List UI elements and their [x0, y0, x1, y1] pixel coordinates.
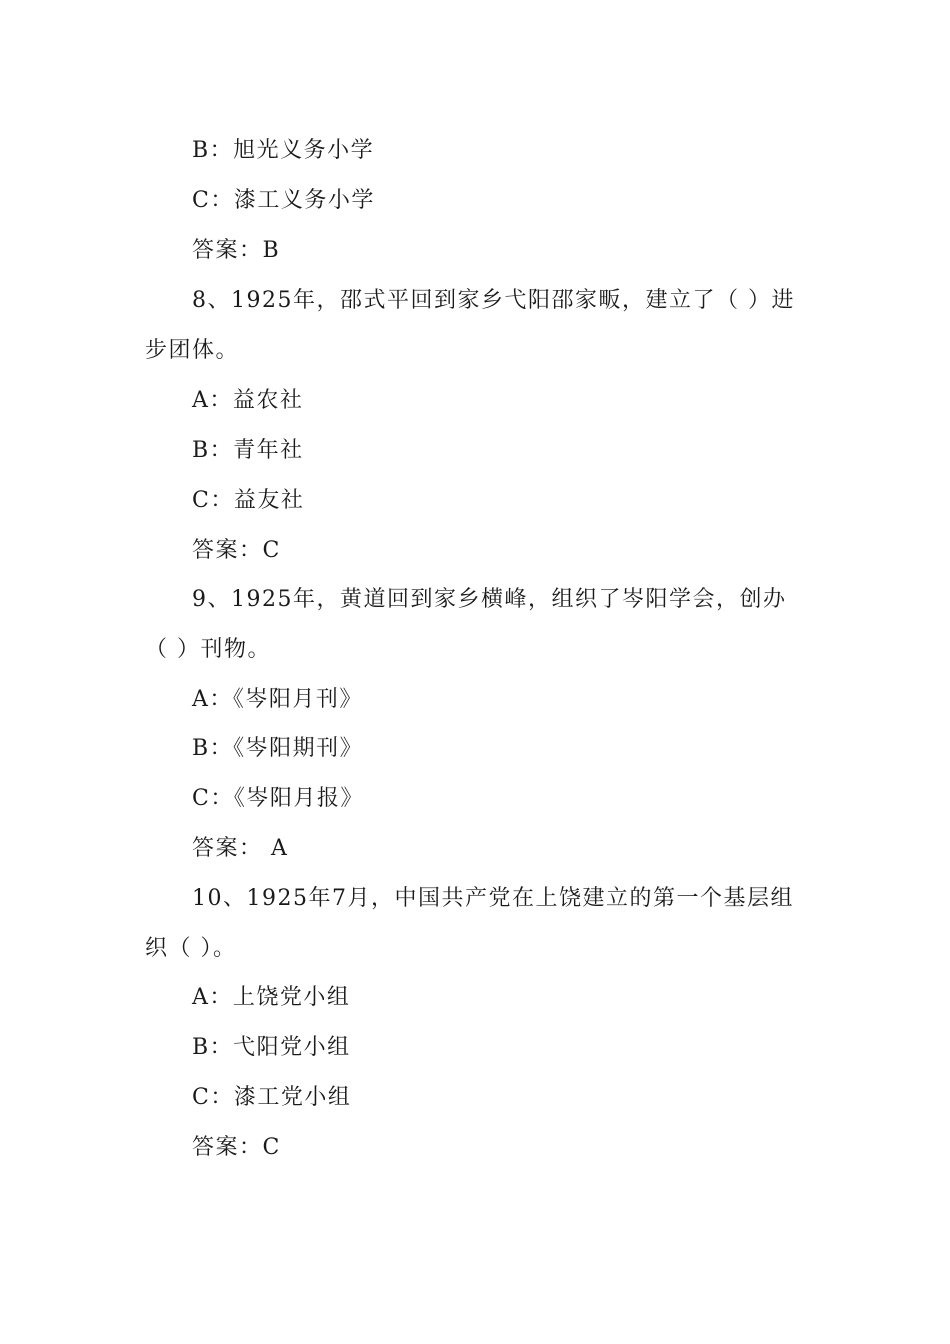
answer-q9: 答案： A: [192, 836, 289, 861]
question-8-line-1: 8、1925年，邵式平回到家乡弋阳邵家畈，建立了（ ）进: [192, 288, 795, 313]
option-c-q9: C：《岑阳月报》: [192, 786, 364, 811]
answer-q8: 答案：C: [192, 538, 281, 563]
option-a-q9: A：《岑阳月刊》: [192, 687, 363, 712]
question-9-line-1: 9、1925年，黄道回到家乡横峰，组织了岑阳学会，创办: [192, 587, 787, 612]
option-b-q9: B：《岑阳期刊》: [192, 736, 364, 761]
option-c-q10: C：漆工党小组: [192, 1085, 352, 1110]
answer-q10: 答案：C: [192, 1135, 281, 1160]
option-b-q7: B：旭光义务小学: [192, 138, 375, 163]
option-a-q10: A：上饶党小组: [192, 985, 351, 1010]
question-10-line-2: 织（ ）。: [145, 936, 237, 961]
option-c-q7: C：漆工义务小学: [192, 188, 375, 213]
option-c-q8: C：益友社: [192, 488, 305, 513]
question-10-line-1: 10、1925年7月，中国共产党在上饶建立的第一个基层组: [192, 886, 794, 911]
option-b-q8: B：青年社: [192, 438, 304, 463]
answer-q7: 答案：B: [192, 238, 281, 263]
question-8-line-2: 步团体。: [145, 338, 240, 363]
option-b-q10: B：弋阳党小组: [192, 1035, 351, 1060]
question-9-line-2: （ ）刊物。: [145, 637, 271, 662]
option-a-q8: A：益农社: [192, 388, 304, 413]
